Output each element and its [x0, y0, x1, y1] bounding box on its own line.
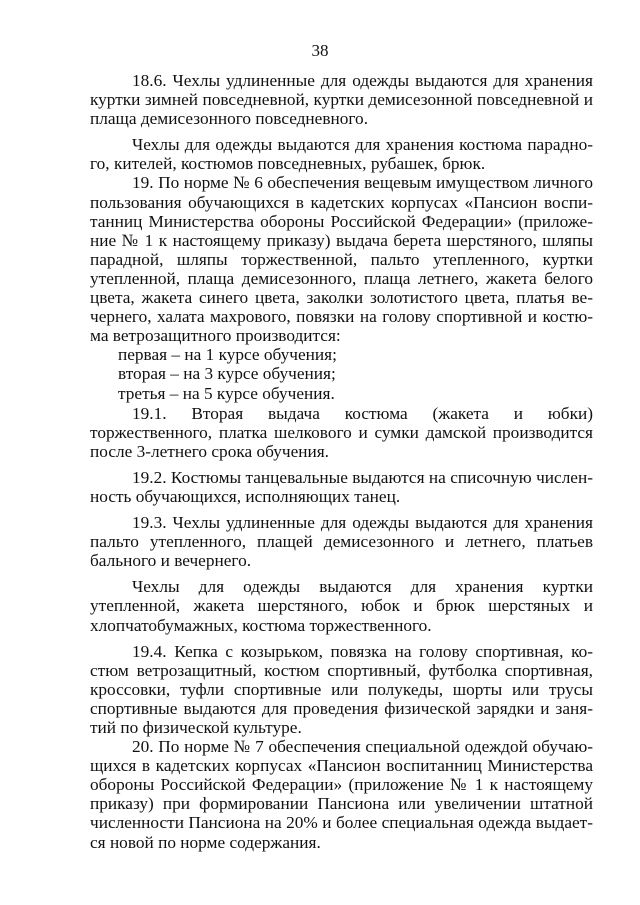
list-item-second-issue: вторая – на 3 курсе обучения;	[118, 364, 336, 384]
paragraph-19-1: 19.1. Вторая выдача костюма (жакета и юбки) торжественного, платка шелкового и сумки дамской производится после 3-летнего срока обучения.	[90, 403, 593, 461]
page-number: 38	[311, 41, 329, 60]
paragraph-19-2: 19.2. Костюмы танцевальные выдаются на списочную численность обучающихся, исполняющих танец.	[90, 467, 593, 506]
paragraph-19: 19. По норме № 6 обеспечения вещевым имуществом личного пользования обучающихся в кадетских корпусах «Пансион воспитанниц Министерства обороны Российской Федерации» (приложение № 1 к настоящему приказу) выдача берета шерстяного, шляпы парадной, шляпы торжественной, пальто утепленного, куртки утепленной, плаща демисезонного, плаща летнего, жакета белого цвета, жакета синего цвета, заколки золотистого цвета, платья вечернего, халата махрового, повязки на голову спортивной и костюма ветрозащитного производится:	[90, 173, 593, 346]
paragraph-19-4: 19.4. Кепка с козырьком, повязка на голову спортивная, костюм ветрозащитный, костюм спортивный, футболка спортивная, кроссовки, туфли спортивные или полукеды, шорты или трусы спортивные выдаются для проведения физической зарядки и занятий по физической культуре.	[90, 641, 593, 737]
list-item-first-issue: первая – на 1 курсе обучения;	[118, 345, 337, 365]
paragraph-covers-storage: Чехлы для одежды выдаются для хранения куртки утепленной, жакета шерстяного, юбок и брюк шерстяных и хлопчатобумажных, костюма торжественного.	[90, 577, 593, 635]
document-body	[90, 71, 593, 852]
paragraph-19-3: 19.3. Чехлы удлиненные для одежды выдаются для хранения пальто утепленного, плащей демисезонного и летнего, платьев бального и вечернего.	[90, 513, 593, 571]
paragraph-covers: Чехлы для одежды выдаются для хранения костюма парадного, кителей, костюмов повседневных, рубашек, брюк.	[90, 135, 593, 174]
list-item-third-issue: третья – на 5 курсе обучения.	[118, 383, 335, 403]
paragraph-20: 20. По норме № 7 обеспечения специальной одеждой обучающихся в кадетских корпусах «Пансион воспитанниц Министерства обороны Российской Федерации» (приложение № 1 к настоящему приказу) при формировании Пансиона или увеличении штатной численности Пансиона на 20% и более специальная одежда выдается новой по норме содержания.	[90, 737, 593, 852]
paragraph-18-6: 18.6. Чехлы удлиненные для одежды выдаются для хранения куртки зимней повседневной, куртки демисезонной повседневной и плаща демисезонного повседневного.	[90, 71, 593, 129]
